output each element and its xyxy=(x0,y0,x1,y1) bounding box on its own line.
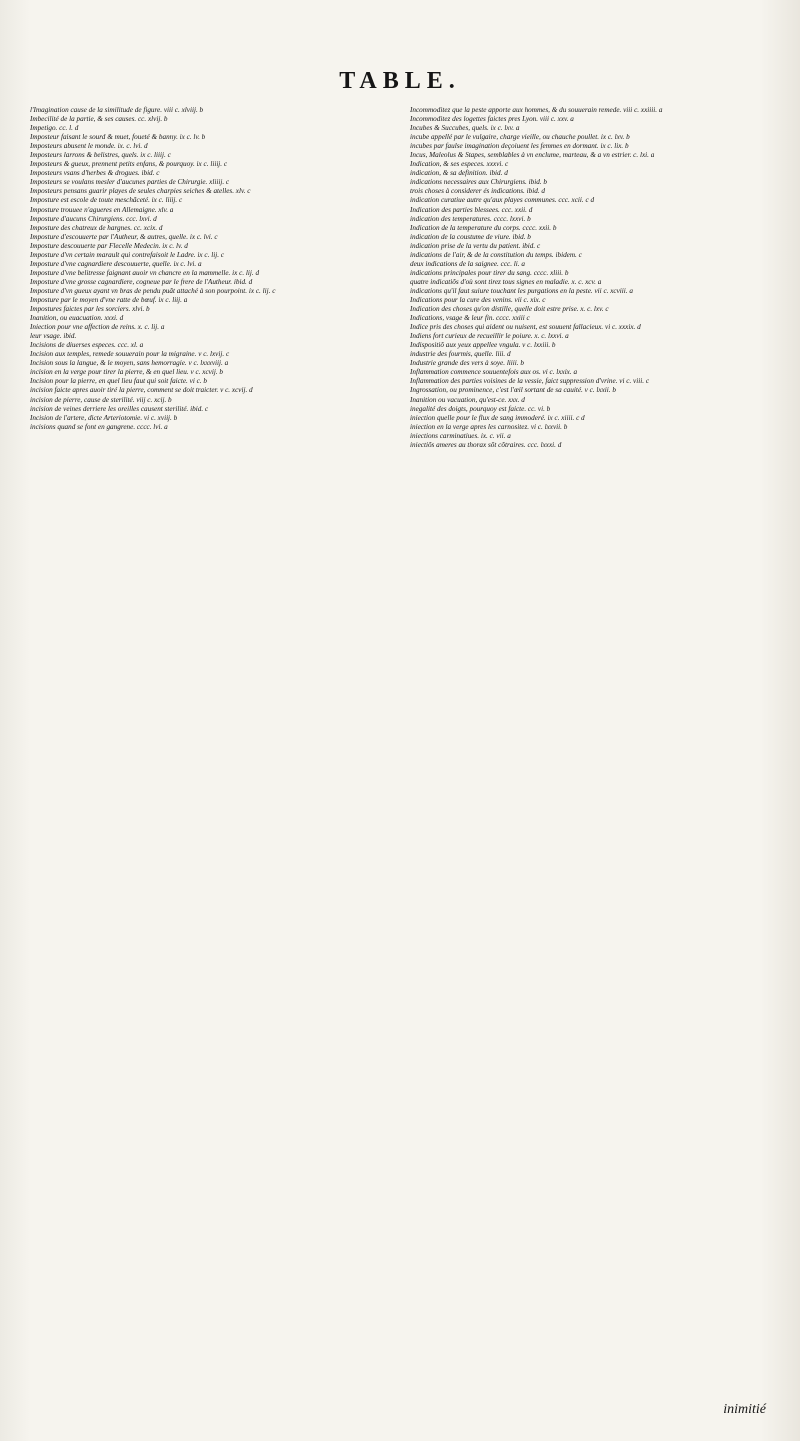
index-entry xyxy=(30,160,396,169)
index-entry-text: Iniection pour vne affection de reins. x. c. lij. a xyxy=(30,323,165,332)
index-entry xyxy=(410,169,768,178)
index-entry-text: Impetigo. cc. l. d xyxy=(30,124,79,133)
index-entry xyxy=(30,260,396,269)
index-entry-text: iniection quelle pour le flux de sang immoderé. ix c. xiiii. c d xyxy=(410,413,585,422)
index-entry xyxy=(410,314,768,323)
index-entry-text: incube appellé par le vulgaire, charge vieille, ou chauche poullet. ix c. lxv. b xyxy=(410,133,630,142)
index-entry xyxy=(30,242,396,251)
index-entry xyxy=(30,323,396,332)
index-entry xyxy=(30,151,396,160)
index-entry xyxy=(30,278,396,287)
index-entry-text: incision de pierre, cause de sterilité. viij c. xcij. b xyxy=(30,395,172,404)
index-entry xyxy=(30,169,396,178)
index-entry xyxy=(410,386,768,395)
index-entry-text: Incision aux temples, remede souuerain pour la migraine. v c. lxvij. c xyxy=(30,350,230,359)
index-entry-text: Impostures faictes par les sorciers. xlvi. b xyxy=(30,305,150,314)
index-entry-text: indication curatiue autre qu'aux playes communes. ccc. xcii. c d xyxy=(410,196,595,205)
index-entry xyxy=(30,386,396,395)
index-entry xyxy=(30,124,396,133)
index-entry-text: Imbecilité de la partie, & ses causes. cc. xlvij. b xyxy=(30,115,168,124)
index-entry xyxy=(30,142,396,151)
index-entry-text: Incision sous la langue, & le moyen, sans hemorragie. v c. lxxxviij. a xyxy=(30,359,229,368)
index-entry xyxy=(30,133,396,142)
index-entry xyxy=(30,405,396,414)
index-entry-text: Imposteurs & gueux, prennent petits enfans, & pourquoy. ix c. liiij. c xyxy=(30,160,228,169)
index-entry-text: Indication des parties blessees. ccc. xxii. d xyxy=(410,205,533,214)
index-entry-text: indications de l'air, & de la constitution du temps. ibidem. c xyxy=(410,250,582,259)
index-entry-text: iniections carminatiues. ix. c. vii. a xyxy=(410,431,511,440)
index-entry xyxy=(30,178,396,187)
index-entry-text: indication prise de la vertu du patient. ibid. c xyxy=(410,241,541,250)
index-entry xyxy=(410,242,768,251)
index-entry-text: Indication, & ses especes. xxxvi. c xyxy=(410,160,509,169)
index-entry-text: Imposture d'escouuerte par l'Autheur, & autres, quelle. ix c. lvi. c xyxy=(30,232,218,241)
index-entry-text: Incision de l'artere, dicte Arteriotomie. vi c. xviij. b xyxy=(30,413,178,422)
index-entry-text: trois choses à considerer és indications. ibid. d xyxy=(410,187,546,196)
index-entry xyxy=(30,233,396,242)
index-entry-text: deux indications de la saignee. ccc. li. a xyxy=(410,259,525,268)
index-entry xyxy=(30,332,396,341)
index-entry xyxy=(30,314,396,323)
index-entry xyxy=(410,423,768,432)
index-entry xyxy=(30,414,396,423)
index-entry xyxy=(30,269,396,278)
index-entry-text: Incommoditez des logettes faictes pres Lyon. viii c. xxv. a xyxy=(410,115,574,124)
index-entry-text: Inflammation des parties voisines de la vessie, faict suppression d'vrine. vi c. viii. c xyxy=(410,377,650,386)
index-entry xyxy=(30,187,396,196)
index-entry-text: Indication de la temperature du corps. cccc. xxii. b xyxy=(410,223,557,232)
index-entry-text: incision de veines derriere les oreilles causent sterilité. ibid. c xyxy=(30,404,209,413)
index-entry xyxy=(410,377,768,386)
index-entry-text: Indication des choses qu'on distille, quelle doit estre prise. x. c. lxv. c xyxy=(410,305,609,314)
index-entry-text: Incisions de diuerses especes. ccc. xl. a xyxy=(30,341,144,350)
index-column-right xyxy=(410,106,768,1441)
index-entry xyxy=(30,224,396,233)
index-entry xyxy=(410,233,768,242)
index-entry-text: Imposteurs se voulans mesler d'aucunes parties de Chirurgie. xliiij. c xyxy=(30,178,230,187)
index-entry-text: Imposteur faisant le sourd & muet, foueté & banny. ix c. lv. b xyxy=(30,133,206,142)
index-entry-text: Inanition, ou euacuation. xxxi. d xyxy=(30,314,124,323)
index-entry-text: Imposture d'vne cagnardiere descouuerte, quelle. ix c. lvi. a xyxy=(30,259,202,268)
index-entry xyxy=(410,142,768,151)
index-entry xyxy=(410,359,768,368)
index-entry-text: indications qu'il faut suiure touchant les purgations en la peste. vii c. xcviii. a xyxy=(410,286,633,295)
index-entry-text: Imposture des chatreux de hargnes. cc. xcix. d xyxy=(30,223,163,232)
index-entry xyxy=(410,396,768,405)
index-entry xyxy=(30,350,396,359)
index-entry-text: inegalité des doigts, pourquoy est faicte. cc. vi. b xyxy=(410,404,551,413)
index-entry-text: indication de la coustume de viure. ibid. b xyxy=(410,232,531,241)
index-entry-text: industrie des fourmis, quelle. liii. d xyxy=(410,350,511,359)
index-entry-text: Imposture descouuerte par Flecelle Medecin. ix c. lv. d xyxy=(30,241,188,250)
index-entry xyxy=(30,368,396,377)
index-entry xyxy=(30,287,396,296)
index-entry xyxy=(410,160,768,169)
index-entry-text: incisions quand se font en gangrene. cccc. lvi. a xyxy=(30,422,168,431)
index-entry-text: Incus, Maleolus & Stapes, semblables à vn enclume, marteau, & a vn estrier. c. lxi. a xyxy=(410,151,655,160)
index-entry xyxy=(410,187,768,196)
index-entry xyxy=(410,432,768,441)
index-entry xyxy=(410,287,768,296)
index-entry-text: Indice pris des choses qui aident ou nuisent, est souuent fallacieux. vi c. xxxix. d xyxy=(410,323,641,332)
index-entry-text: leur vsage. ibid. xyxy=(30,332,77,341)
index-entry-text: indications principales pour tirer du sang. cccc. xliii. b xyxy=(410,268,569,277)
index-entry xyxy=(410,441,768,450)
index-entry-text: Imposture trouuee n'agueres en Allemaigne. xlv. a xyxy=(30,205,174,214)
index-entry-text: Inanition ou vacuation, qu'est-ce. xxx. d xyxy=(410,395,525,404)
index-entry xyxy=(410,305,768,314)
index-entry xyxy=(30,341,396,350)
index-entry-text: Imposteurs larrons & belistres, quels. ix c. liiij. c xyxy=(30,151,171,160)
index-entry-text: Indications pour la cure des venins. vii c. xix. c xyxy=(410,295,546,304)
index-entry xyxy=(30,215,396,224)
index-entry-text: Inflammation commence souuentefois aux os. vi c. lxxix. a xyxy=(410,368,578,377)
index-entry-text: Imposture d'aucuns Chirurgiens. ccc. lxvi. d xyxy=(30,214,157,223)
index-entry-text: Imposture est escole de toute meschãceté. ix c. liiij. c xyxy=(30,196,183,205)
index-entry xyxy=(410,368,768,377)
index-entry-text: indication des temperatures. cccc. lxxvi. b xyxy=(410,214,531,223)
catchword: inimitié xyxy=(723,1402,766,1417)
index-entry-text: l'Imagination cause de la similitude de figure. viii c. xlviij. b xyxy=(30,106,204,114)
index-entry xyxy=(30,305,396,314)
index-entry-text: Ingrossation, ou prominence, c'est l'œil sortant de sa cauité. v c. lxxii. b xyxy=(410,386,616,395)
index-entry xyxy=(410,115,768,124)
index-entry-text: Incision pour la pierre, en quel lieu faut qui soit faicte. vi c. b xyxy=(30,377,207,386)
index-entry-text: Imposture d'vne grosse cagnardiere, cogneue par le frere de l'Autheur. ibid. d xyxy=(30,277,253,286)
index-entry xyxy=(410,124,768,133)
index-entry-text: quatre indicatiõs d'où sont tirez tous signes en maladie. x. c. xcv. a xyxy=(410,277,602,286)
index-entry-text: indication, & sa definition. ibid. d xyxy=(410,169,508,178)
index-entry xyxy=(410,341,768,350)
index-entry xyxy=(30,296,396,305)
index-entry xyxy=(410,133,768,142)
index-entry-text: Incommoditez que la peste apporte aux hommes, & du souuerain remede. viii c. xxiiii. a xyxy=(410,106,663,114)
index-entry-text: iniectiõs ameres au thorax sõt cõtraires. ccc. lxxxi. d xyxy=(410,440,562,449)
index-entry-text: Imposture d'vn certain marault qui contrefaisoit le Ladre. ix c. lij. c xyxy=(30,250,224,259)
index-entry xyxy=(30,196,396,205)
index-entry-text: Indiens fort curieux de recueillir le poiure. x. c. lxxvi. a xyxy=(410,332,569,341)
index-entry xyxy=(410,414,768,423)
index-entry xyxy=(410,215,768,224)
index-entry-text: Imposteurs vsans d'herbes & drogues. ibid. c xyxy=(30,169,160,178)
index-entry-text: Industrie grande des vers à soye. liiii. b xyxy=(410,359,524,368)
index-entry xyxy=(410,323,768,332)
index-entry xyxy=(410,260,768,269)
index-entry-text: Imposteurs abusent le monde. ix. c. lvi. d xyxy=(30,142,148,151)
index-entry xyxy=(410,296,768,305)
index-entry-text: indications necessaires aux Chirurgiens. ibid. b xyxy=(410,178,548,187)
index-entry xyxy=(410,332,768,341)
index-entry xyxy=(30,396,396,405)
index-entry xyxy=(410,206,768,215)
index-entry-text: iniection en la verge apres les carnositez. vi c. lxxvii. b xyxy=(410,422,568,431)
index-entry-text: Imposture d'vne belitresse faignant auoir vn chancre en la mammelle. ix c. lij. d xyxy=(30,268,260,277)
index-entry xyxy=(410,224,768,233)
index-entry xyxy=(30,115,396,124)
index-entry-text: incubes par faulse imagination deçoiuent les femmes en dormant. ix c. lix. b xyxy=(410,142,629,151)
index-entry xyxy=(410,178,768,187)
index-entry xyxy=(30,377,396,386)
index-entry-text: incision faicte apres auoir tiré la pierre, comment se doit traicter. v c. xcvij. d xyxy=(30,386,253,395)
index-entry-text: Incubes & Succubes, quels. ix c. lxv. a xyxy=(410,124,520,133)
index-entry xyxy=(410,251,768,260)
index-entry xyxy=(410,196,768,205)
index-entry xyxy=(410,405,768,414)
index-column-left xyxy=(30,106,396,1441)
index-entry xyxy=(410,151,768,160)
index-entry-text: Imposture d'vn gueux ayant vn bras de pendu puãt attaché à son pourpoint. ix c. lij. c xyxy=(30,286,276,295)
index-entry xyxy=(30,106,396,115)
index-entry xyxy=(30,206,396,215)
index-entry xyxy=(30,359,396,368)
index-entry-text: Imposture par le moyen d'vne ratte de bœuf. ix c. liij. a xyxy=(30,295,188,304)
index-entry xyxy=(30,423,396,432)
index-entry xyxy=(410,350,768,359)
index-entry-text: Indications, vsage & leur fin. cccc. xxiii c xyxy=(410,314,530,323)
index-entry-text: Imposteurs pensans guarir playes de seules charpies seiches & atelles. xlv. c xyxy=(30,187,251,196)
index-entry xyxy=(410,269,768,278)
index-entry xyxy=(410,106,768,115)
index-entry-text: Indispositiõ aux yeux appellee vngula. v c. lxxiii. b xyxy=(410,341,556,350)
index-entry xyxy=(410,278,768,287)
page-title: TABLE. xyxy=(339,68,461,94)
index-entry xyxy=(30,251,396,260)
index-entry-text: incision en la verge pour tirer la pierre, & en quel lieu. v c. xcvij. b xyxy=(30,368,224,377)
